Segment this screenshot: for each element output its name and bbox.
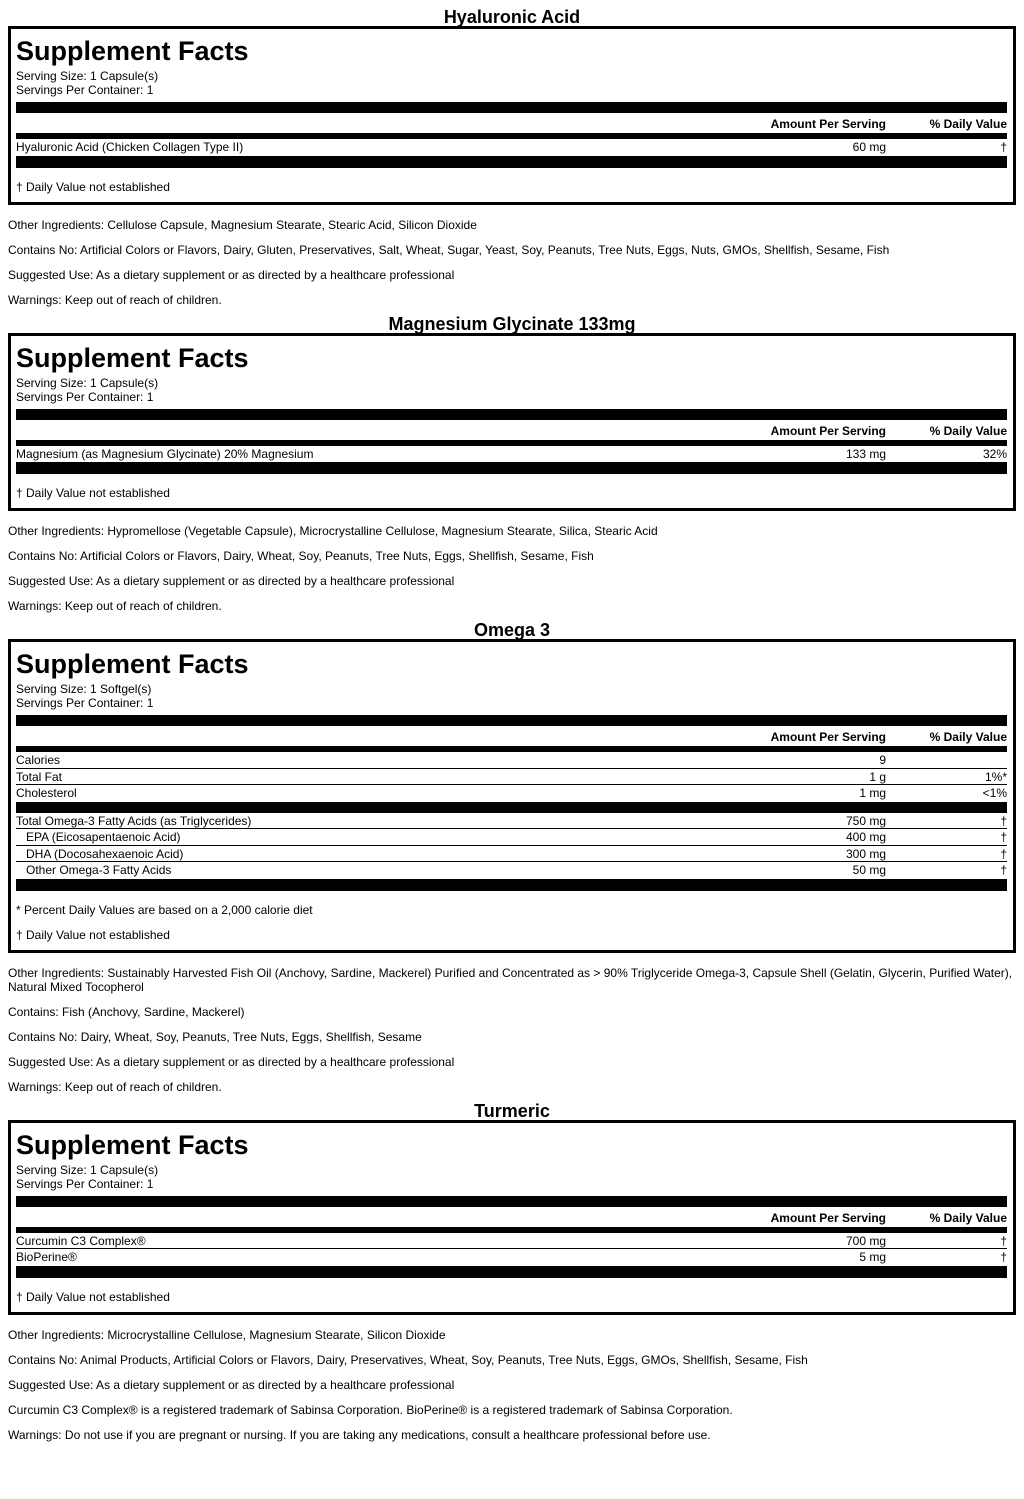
- footnotes: [16, 903, 1007, 942]
- nutrient-amount: 133 mg: [845, 446, 886, 461]
- daily-value-header: % Daily Value: [929, 423, 1007, 438]
- supplement-facts-panel: [8, 26, 1016, 205]
- daily-value-header: % Daily Value: [929, 1210, 1007, 1225]
- nutrient-groups: [16, 1233, 1007, 1278]
- nutrient-amount: 750 mg: [845, 813, 886, 828]
- nutrient-row: [16, 862, 1007, 879]
- nutrient-row: [16, 1249, 1007, 1266]
- nutrient-daily-value: †: [1000, 830, 1007, 844]
- amount-per-serving-header: Amount Per Serving: [770, 117, 886, 131]
- nutrient-daily-value: †: [1000, 813, 1007, 828]
- footnotes: [16, 1290, 1007, 1304]
- product-note: Warnings: Do not use if you are pregnant or nursing. If you are taking any medications, consult a healthcare professional before use.: [8, 1427, 711, 1442]
- product-section: [0, 0, 1024, 307]
- product-note: Other Ingredients: Hypromellose (Vegetable Capsule), Microcrystalline Cellulose, Magnesium Stearate, Silica, Stearic Acid: [8, 524, 658, 538]
- footnote: † Daily Value not established: [16, 927, 170, 942]
- footnotes: [16, 486, 1007, 500]
- nutrient-row: [16, 829, 1007, 846]
- product-note: Warnings: Keep out of reach of children.: [8, 292, 222, 307]
- product-section: [0, 1094, 1024, 1442]
- serving-size: Serving Size: 1 Capsule(s): [16, 69, 159, 83]
- nutrient-name: Cholesterol: [16, 786, 77, 800]
- servings-per-container: Servings Per Container: 1: [16, 389, 154, 404]
- nutrient-daily-value: †: [1000, 140, 1007, 154]
- nutrient-amount: 50 mg: [852, 863, 886, 877]
- divider-thick: [16, 156, 1007, 168]
- serving-size: Serving Size: 1 Capsule(s): [16, 375, 159, 390]
- facts-heading: Supplement Facts: [16, 1129, 249, 1160]
- amount-per-serving-header: Amount Per Serving: [770, 1210, 886, 1225]
- product-note: Contains No: Artificial Colors or Flavors, Dairy, Wheat, Soy, Peanuts, Tree Nuts, Eggs, Shellfish, Sesame, Fish: [8, 549, 594, 563]
- product-title: Magnesium Glycinate 133mg: [388, 313, 636, 334]
- amount-per-serving-header: Amount Per Serving: [770, 730, 886, 744]
- daily-value-header: % Daily Value: [929, 117, 1007, 131]
- product-note: Other Ingredients: Microcrystalline Cellulose, Magnesium Stearate, Silicon Dioxide: [8, 1327, 446, 1342]
- nutrient-name: DHA (Docosahexaenoic Acid): [26, 846, 184, 861]
- product-section: [0, 613, 1024, 1094]
- nutrient-name: BioPerine®: [16, 1250, 77, 1264]
- nutrient-groups: [16, 752, 1007, 891]
- nutrient-name: Other Omega-3 Fatty Acids: [26, 863, 172, 877]
- nutrient-daily-value: <1%: [982, 786, 1007, 800]
- nutrient-amount: 60 mg: [852, 140, 886, 154]
- product-note: Warnings: Keep out of reach of children.: [8, 599, 222, 613]
- product-note: Suggested Use: As a dietary supplement or as directed by a healthcare professional: [8, 1377, 455, 1392]
- nutrient-groups: [16, 139, 1007, 168]
- product-note: Curcumin C3 Complex® is a registered trademark of Sabinsa Corporation. BioPerine® is a registered trademark of Sabinsa Corporation.: [8, 1402, 733, 1417]
- supplement-facts-panel: [8, 333, 1016, 512]
- servings-per-container: Servings Per Container: 1: [16, 696, 154, 710]
- divider-thick: [16, 1266, 1007, 1278]
- divider-thick: [16, 879, 1007, 891]
- facts-heading: Supplement Facts: [16, 36, 249, 66]
- nutrient-row: [16, 846, 1007, 863]
- nutrient-amount: 1 mg: [859, 786, 886, 800]
- product-notes: [0, 524, 1024, 613]
- nutrient-name: EPA (Eicosapentaenoic Acid): [26, 830, 181, 844]
- nutrient-row: [16, 446, 1007, 463]
- nutrient-amount: 300 mg: [845, 846, 886, 861]
- facts-heading: Supplement Facts: [16, 649, 249, 679]
- nutrient-daily-value: [886, 752, 1007, 768]
- supplement-facts-panel: [8, 639, 1016, 953]
- product-note: Contains No: Dairy, Wheat, Soy, Peanuts, Tree Nuts, Eggs, Shellfish, Sesame: [8, 1029, 422, 1044]
- product-title: Omega 3: [473, 620, 551, 640]
- divider-thick: [16, 802, 1007, 813]
- footnote: * Percent Daily Values are based on a 2,000 calorie diet: [16, 902, 313, 917]
- product-note: Suggested Use: As a dietary supplement or as directed by a healthcare professional: [8, 267, 455, 282]
- nutrient-row: [16, 1233, 1007, 1250]
- servings-per-container: Servings Per Container: 1: [16, 1176, 154, 1191]
- footnote: † Daily Value not established: [16, 179, 170, 194]
- nutrient-amount: 1 g: [869, 769, 886, 784]
- nutrient-amount: 700 mg: [845, 1233, 886, 1248]
- product-note: Contains No: Animal Products, Artificial Colors or Flavors, Dairy, Preservatives, Wheat, Soy, Peanuts, Tree Nuts, Eggs, GMOs, Shellfish, Sesame, Fish: [8, 1352, 808, 1367]
- divider-thick: [16, 102, 1007, 113]
- nutrient-row: [16, 752, 1007, 769]
- table-header: [16, 420, 1007, 440]
- table-header: [16, 113, 1007, 133]
- product-section: [0, 307, 1024, 614]
- supplement-facts-panel: [8, 1120, 1016, 1315]
- amount-per-serving-header: Amount Per Serving: [770, 423, 886, 438]
- nutrient-row: [16, 769, 1007, 786]
- nutrient-daily-value: 32%: [982, 446, 1007, 461]
- product-title: Hyaluronic Acid: [443, 7, 581, 27]
- divider-thick: [16, 409, 1007, 420]
- nutrient-daily-value: †: [1000, 1250, 1007, 1264]
- daily-value-header: % Daily Value: [929, 730, 1007, 744]
- nutrient-name: Magnesium (as Magnesium Glycinate) 20% Magnesium: [16, 446, 314, 461]
- divider-thick: [16, 1196, 1007, 1207]
- footnote: † Daily Value not established: [16, 486, 170, 500]
- nutrient-daily-value: †: [1000, 846, 1007, 861]
- product-title: Turmeric: [474, 1100, 550, 1121]
- product-note: Other Ingredients: Cellulose Capsule, Magnesium Stearate, Stearic Acid, Silicon Dioxide: [8, 217, 477, 232]
- nutrient-daily-value: †: [1000, 1233, 1007, 1248]
- product-notes: [0, 966, 1024, 1094]
- serving-size: Serving Size: 1 Capsule(s): [16, 1162, 159, 1177]
- nutrient-daily-value: †: [1000, 863, 1007, 877]
- nutrient-daily-value: 1%*: [984, 769, 1007, 784]
- nutrient-name: Total Fat: [16, 769, 63, 784]
- product-notes: [0, 218, 1024, 307]
- nutrient-row: [16, 785, 1007, 802]
- product-note: Contains: Fish (Anchovy, Sardine, Mackerel): [8, 1004, 245, 1019]
- servings-per-container: Servings Per Container: 1: [16, 83, 154, 97]
- nutrient-row: [16, 139, 1007, 156]
- product-notes: [0, 1328, 1024, 1442]
- product-note: Suggested Use: As a dietary supplement or as directed by a healthcare professional: [8, 574, 455, 588]
- nutrient-amount: 400 mg: [845, 830, 886, 844]
- serving-size: Serving Size: 1 Softgel(s): [16, 682, 152, 696]
- nutrient-name: Hyaluronic Acid (Chicken Collagen Type II): [16, 140, 244, 154]
- nutrient-name: Curcumin C3 Complex®: [16, 1233, 146, 1248]
- product-note: Other Ingredients: Sustainably Harvested Fish Oil (Anchovy, Sardine, Mackerel) Purified and Concentrated as > 90% Triglyceride Omega-3, Capsule Shell (Gelatin, Glycerin, Purified Water), Natural Mixed Tocopherol: [8, 965, 1013, 994]
- table-header: [16, 1207, 1007, 1227]
- nutrient-name: Total Omega-3 Fatty Acids (as Triglycerides): [16, 813, 252, 828]
- product-note: Contains No: Artificial Colors or Flavors, Dairy, Gluten, Preservatives, Salt, Wheat, Sugar, Yeast, Soy, Peanuts, Tree Nuts, Eggs, Nuts, GMOs, Shellfish, Sesame, Fish: [8, 242, 890, 257]
- table-header: [16, 726, 1007, 746]
- divider-thick: [16, 462, 1007, 474]
- nutrient-groups: [16, 446, 1007, 475]
- product-note: Suggested Use: As a dietary supplement or as directed by a healthcare professional: [8, 1054, 455, 1069]
- divider-thick: [16, 715, 1007, 726]
- nutrient-row: [16, 813, 1007, 830]
- footnote: † Daily Value not established: [16, 1289, 170, 1304]
- nutrient-amount: 9: [879, 753, 886, 767]
- nutrient-amount: 5 mg: [859, 1250, 886, 1264]
- nutrient-name: Calories: [16, 753, 61, 767]
- facts-heading: Supplement Facts: [16, 342, 249, 373]
- product-note: Warnings: Keep out of reach of children.: [8, 1079, 222, 1094]
- footnotes: [16, 180, 1007, 194]
